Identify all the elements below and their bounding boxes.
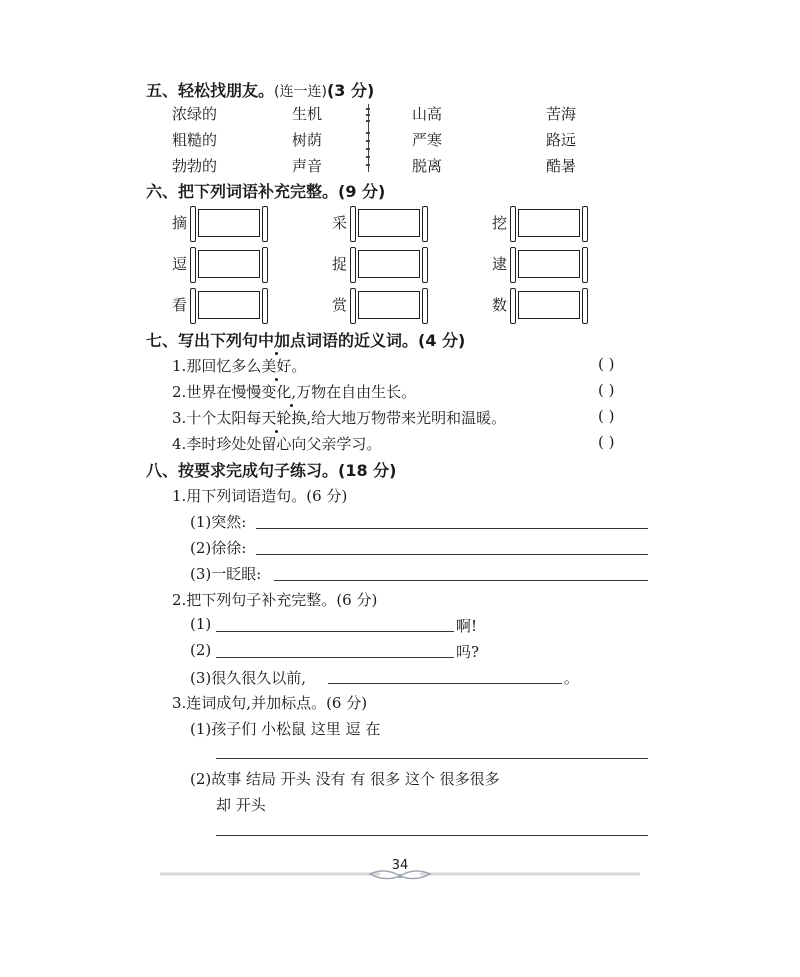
fill-char: 采	[332, 214, 348, 232]
section-5-title: 五、轻松找朋友。(连一连)(3 分)	[146, 81, 375, 100]
fill-box[interactable]	[350, 247, 428, 281]
footer-ornament-icon	[150, 868, 650, 884]
match-left-1[interactable]: 浓绿的	[172, 105, 218, 123]
synonym-item: 2.世界在慢慢变化,万物在自由生长。	[172, 383, 417, 401]
dotted-word: 变化	[261, 383, 292, 401]
match-right-a-3[interactable]: 脱离	[412, 157, 443, 175]
fill-box[interactable]	[190, 247, 268, 281]
fill-box[interactable]	[350, 288, 428, 322]
fill-char: 捉	[332, 255, 348, 273]
match-right-b-3[interactable]: 酷暑	[546, 157, 577, 175]
synonym-item: 3.十个太阳每天轮换,给大地万物带来光明和温暖。	[172, 409, 507, 427]
fill-char: 逮	[492, 255, 508, 273]
q3-item-2: (2)故事 结局 开头 没有 有 很多 这个 很多很多	[190, 770, 500, 788]
synonym-item: 1.那回忆多么美好。	[172, 357, 307, 375]
dotted-word: 留心	[261, 435, 292, 453]
q2-title: 2.把下列句子补充完整。(6 分)	[172, 591, 378, 609]
match-mid-2[interactable]: 树荫	[292, 131, 323, 149]
match-left-3[interactable]: 勃勃的	[172, 157, 218, 175]
q3-title: 3.连词成句,并加标点。(6 分)	[172, 694, 368, 712]
fill-char: 看	[172, 296, 188, 314]
answer-line[interactable]	[216, 835, 648, 836]
synonym-item: 4.李时珍处处留心向父亲学习。	[172, 435, 382, 453]
fill-char: 数	[492, 296, 508, 314]
fill-box[interactable]	[510, 288, 588, 322]
q2-item-1-suffix: 啊!	[456, 617, 478, 635]
answer-line[interactable]	[256, 554, 648, 555]
answer-paren[interactable]: ( )	[598, 433, 615, 451]
match-mid-3[interactable]: 声音	[292, 157, 323, 175]
section-7-title: 七、写出下列句中加点词语的近义词。(4 分)	[146, 331, 466, 350]
q2-item-2-prefix: (2)	[190, 641, 212, 659]
fill-box[interactable]	[350, 206, 428, 240]
dotted-word: 轮换	[276, 409, 307, 427]
fill-char: 赏	[332, 296, 348, 314]
section-6-title: 六、把下列词语补充完整。(9 分)	[146, 182, 386, 201]
match-mid-1[interactable]: 生机	[292, 105, 323, 123]
answer-line[interactable]	[216, 758, 648, 759]
fill-box[interactable]	[190, 288, 268, 322]
q1-item-3: (3)一眨眼:	[190, 565, 262, 583]
fill-box[interactable]	[510, 247, 588, 281]
answer-paren[interactable]: ( )	[598, 381, 615, 399]
match-left-2[interactable]: 粗糙的	[172, 131, 218, 149]
q1-item-1: (1)突然:	[190, 513, 247, 531]
q3-item-1: (1)孩子们 小松鼠 这里 逗 在	[190, 720, 381, 738]
section-8-title: 八、按要求完成句子练习。(18 分)	[146, 461, 397, 480]
fill-char: 摘	[172, 214, 188, 232]
page-number: 34	[391, 858, 409, 873]
dotted-word: 美好	[261, 357, 292, 375]
fill-box[interactable]	[190, 206, 268, 240]
fill-char: 挖	[492, 214, 508, 232]
answer-paren[interactable]: ( )	[598, 355, 615, 373]
q2-item-3-suffix: 。	[564, 669, 580, 687]
q2-item-3-prefix: (3)很久很久以前,	[190, 669, 307, 687]
answer-line[interactable]	[274, 580, 648, 581]
fill-char: 逗	[172, 255, 188, 273]
answer-line[interactable]	[216, 657, 454, 658]
answer-line[interactable]	[216, 631, 454, 632]
answer-line[interactable]	[328, 683, 562, 684]
match-right-b-1[interactable]: 苦海	[546, 105, 577, 123]
q1-item-2: (2)徐徐:	[190, 539, 247, 557]
match-right-a-2[interactable]: 严寒	[412, 131, 443, 149]
q2-item-2-suffix: 吗?	[456, 643, 480, 661]
answer-paren[interactable]: ( )	[598, 407, 615, 425]
q3-item-2-cont: 却 开头	[216, 796, 266, 814]
answer-line[interactable]	[256, 528, 648, 529]
q1-title: 1.用下列词语造句。(6 分)	[172, 487, 348, 505]
match-right-a-1[interactable]: 山高	[412, 105, 443, 123]
q2-item-1-prefix: (1)	[190, 615, 212, 633]
match-right-b-2[interactable]: 路远	[546, 131, 577, 149]
fill-box[interactable]	[510, 206, 588, 240]
